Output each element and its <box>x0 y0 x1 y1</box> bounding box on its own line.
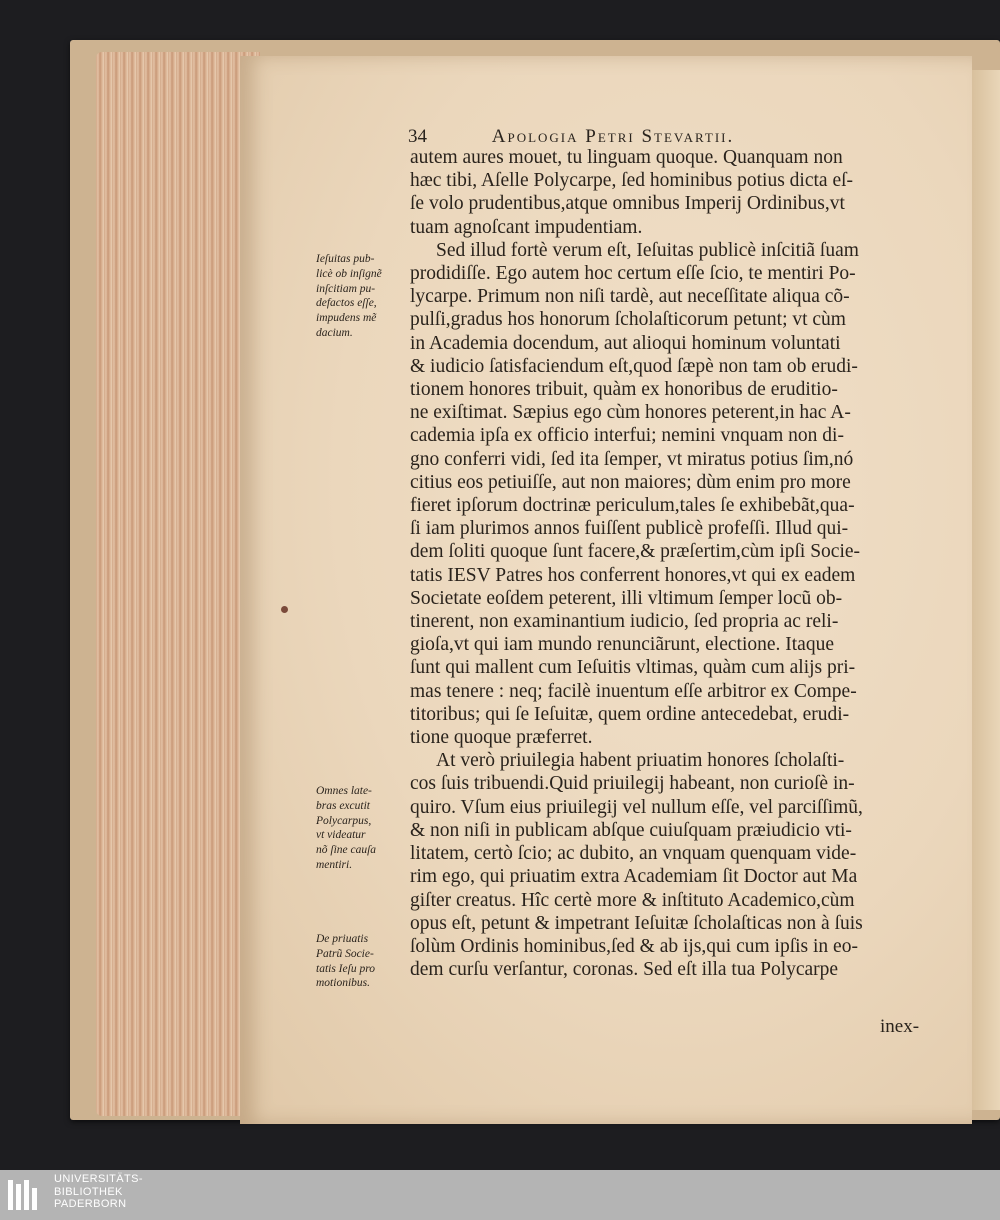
text-line: autem aures mouet, tu linguam quoque. Quanquam non <box>410 147 843 168</box>
running-head <box>408 126 948 148</box>
text-line: tione quoque præferret. <box>410 727 593 749</box>
facing-page-edge <box>972 70 1000 1110</box>
text-line: rim ego, qui priuatim extra Academiam ſit Doctor aut Ma <box>410 866 858 888</box>
text-line: ne exiſtimat. Sæpius ego cùm honores peterent,in hac A- <box>410 402 851 424</box>
text-line: lycarpe. Primum non niſi tardè, aut neceſſitate aliqua cõ- <box>410 286 850 308</box>
text-line: quiro. Vſum eius priuilegij vel nullum eſſe, vel parciſſimũ, <box>410 796 863 818</box>
text-line: gioſa,vt qui iam mundo renunciãrunt, electione. Itaque <box>410 634 834 656</box>
text-line: mas tenere : neq; facilè inuentum eſſe arbitror ex Compe- <box>410 680 857 702</box>
text-line: hæc tibi, Aſelle Polycarpe, ſed hominibus potius dicta eſ- <box>410 170 854 192</box>
text-line: At verò priuilegia habent priuatim honores ſcholaſti- <box>436 750 845 772</box>
page-number: 34 <box>408 126 427 147</box>
text-line: titoribus; qui ſe Ieſuitæ, quem ordine antecedebat, erudi- <box>410 703 850 725</box>
margin-note-line: defactos eſſe, <box>316 297 377 310</box>
ink-spot <box>281 606 288 613</box>
text-line: tuam agnoſcant impudentiam. <box>410 216 643 238</box>
text-line: dem curſu verſantur, coronas. Sed eſt illa tua Polycarpe <box>410 959 839 981</box>
text-line: cademia ipſa ex officio interfui; nemini vnquam non di- <box>410 425 844 447</box>
text-line: Sed illud fortè verum eſt, Ieſuitas publicè inſcitiã ſuam <box>436 239 859 261</box>
margin-note-line: De priuatis <box>316 933 369 945</box>
text-line: gno conferri vidi, ſed ita ſemper, vt miratus potius ſim,nó <box>410 448 854 470</box>
library-line-2: BIBLIOTHEK <box>54 1185 123 1198</box>
body-text <box>410 146 950 981</box>
text-line: prodidiſſe. Ego autem hoc certum eſſe ſcio, te mentiri Po- <box>410 263 856 285</box>
footer-bar <box>0 1170 1000 1220</box>
margin-note <box>316 784 404 873</box>
margin-note <box>316 932 404 991</box>
margin-note-line: inſcitiam pu- <box>316 282 376 295</box>
library-line-1: UNIVERSITÄTS- <box>54 1173 143 1185</box>
text-line: ſi iam plurimos annos fuiſſent publicè profeſſi. Illud qui- <box>410 518 849 540</box>
text-line: tatis IESV Patres hos conferrent honores,vt qui ex eadem <box>410 564 856 586</box>
text-line: ſunt qui mallent cum Ieſuitis vltimas, quàm cum alijs pri- <box>410 657 856 679</box>
text-line: dem ſoliti quoque ſunt facere,& præſertim,cùm ipſi Socie- <box>410 541 861 563</box>
page-edges <box>96 52 260 1116</box>
text-line: ſe volo prudentibus,atque omnibus Imperij Ordinibus,vt <box>410 193 845 215</box>
margin-note-line: Omnes late- <box>316 785 372 797</box>
library-logo-icon <box>6 1178 46 1212</box>
catchword: inex- <box>880 1016 920 1037</box>
text-line: tinerent, non examinantium iudicio, ſed propria ac reli- <box>410 611 839 633</box>
text-line: giſter creatus. Hîc certè more & inſtituto Academico,cùm <box>410 889 855 911</box>
margin-note-line: Polycarpus, <box>316 814 372 827</box>
margin-note-line: dacium. <box>316 326 353 339</box>
margin-note <box>316 252 404 341</box>
margin-note-line: nõ ſine cauſa <box>316 844 377 857</box>
text-line: fieret ipſorum doctrinæ periculum,tales ſe exhibebãt,qua- <box>410 495 855 517</box>
text-line: & iudicio ſatisfaciendum eſt,quod ſæpè non tam ob erudi- <box>410 355 858 377</box>
margin-note-line: bras excutit <box>316 799 370 812</box>
text-line: cos ſuis tribuendi.Quid priuilegij habeant, non curioſè in- <box>410 773 855 795</box>
margin-note-line: Patrũ Socie- <box>316 947 374 960</box>
margin-note-line: motionibus. <box>316 977 370 990</box>
text-line: pulſi,gradus hos honorum ſcholaſticorum petunt; vt cùm <box>410 309 846 331</box>
margin-note-line: impudens mẽ <box>316 312 377 325</box>
text-line: litatem, certò ſcio; ac dubito, an vnquam quenquam vide- <box>410 843 857 865</box>
text-line: & non niſi in publicam abſque cuiuſquam præiudicio vti- <box>410 819 852 841</box>
margin-note-line: Ieſuitas pub- <box>316 253 375 265</box>
text-line: Societate eoſdem peterent, illi vltimum ſemper locũ ob- <box>410 587 843 609</box>
library-name <box>54 1173 143 1211</box>
library-line-3: PADERBORN <box>54 1198 127 1210</box>
margin-note-line: licè ob inſignẽ <box>316 267 382 280</box>
text-line: citius eos petiuiſſe, aut non maiores; dùm enim pro more <box>410 471 851 493</box>
margin-note-line: vt videatur <box>316 829 366 842</box>
text-line: in Academia docendum, aut alioqui hominum voluntati <box>410 332 841 354</box>
text-line: opus eſt, petunt & impetrant Ieſuitæ ſcholaſticas non à ſuis <box>410 912 863 934</box>
running-title: Apologia Petri Stevartii. <box>491 126 735 147</box>
text-line: tionem honores tribuit, quàm ex honoribus de eruditio- <box>410 379 838 401</box>
text-line: ſolùm Ordinis hominibus,ſed & ab ijs,qui cum ipſis in eo- <box>410 935 858 957</box>
margin-note-line: tatis Ieſu pro <box>316 962 375 975</box>
margin-note-line: mentiri. <box>316 858 353 871</box>
